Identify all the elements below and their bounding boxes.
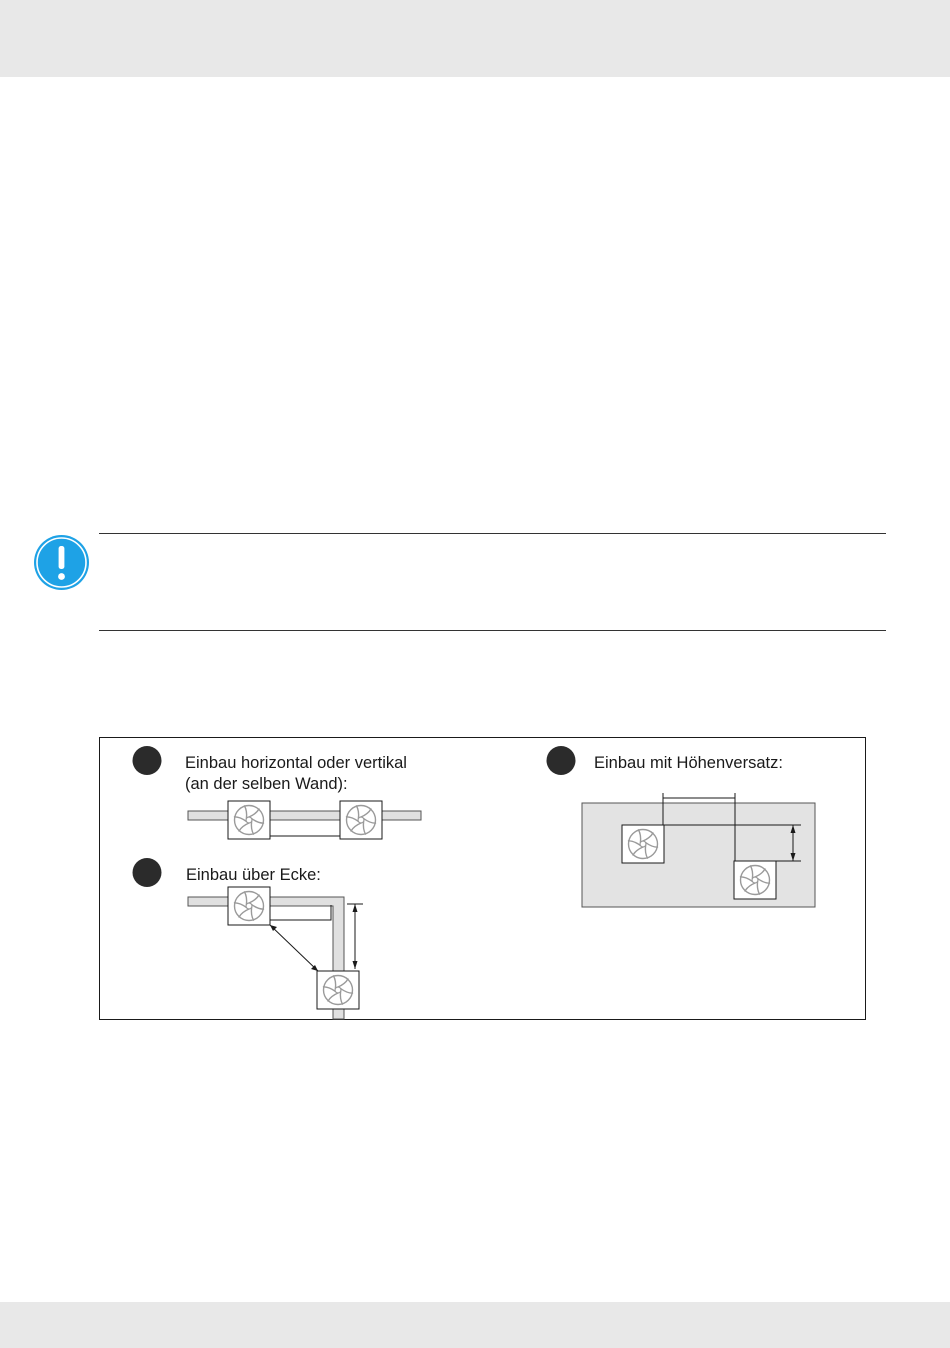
header-band [0,0,950,77]
section-a-marker [133,746,162,775]
installation-figure [99,737,866,1020]
exclamation-icon [33,534,90,591]
fan-icon [734,861,776,899]
section-c-marker [547,746,576,775]
section-a-label-line2: (an der selben Wand): [185,775,348,793]
fan-icon [228,801,270,839]
section-a-label-line1: Einbau horizontal oder vertikal [185,754,407,772]
fan-icon [317,971,359,1009]
section-b-label: Einbau über Ecke: [186,866,321,884]
fan-icon [228,887,270,925]
section-b-marker [133,858,162,887]
note-rule-bottom [99,630,886,631]
footer-band [0,1302,950,1348]
wall-horizontal-a [188,811,421,820]
section-c-label: Einbau mit Höhenversatz: [594,754,783,772]
note-rule-top [99,533,886,534]
wall-surface [582,803,815,907]
fan-icon [622,825,664,863]
fan-icon [340,801,382,839]
